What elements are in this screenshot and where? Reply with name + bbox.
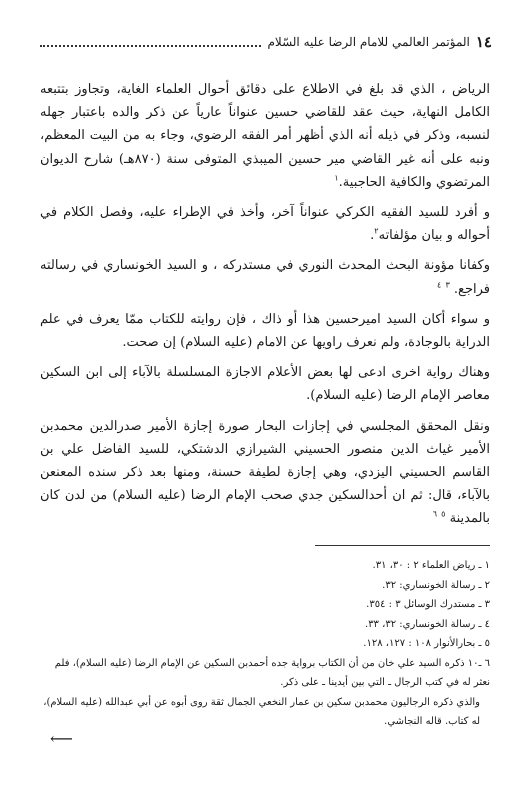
paragraph bbox=[40, 415, 490, 531]
footnote: ٥ ـ بحارالأنوار ١٠٨ : ١٢٧، ١٢٨. bbox=[363, 638, 490, 649]
footnote: ١ ـ رياض العلماء ٢ : ٣٠، ٣١. bbox=[372, 560, 490, 571]
footnote-divider bbox=[315, 545, 490, 546]
paragraph-text: ونقل المحقق المجلسي في إجازات البحار صورة إجازة الأمير صدرالدين محمدبن الأمير غياث الدين منصور الحسيني الشيرازي الدشتكي، للسيد الفاضل علي بن القاسم الحسيني اليزدي، وهي إجازة لطيفة حسنة، ومنها بعد ذكر سنده المعنعن بالآباء، قال: ثم ان أحدالسكين جدي صحب الإمام الرضا (عليه السلام) من لدن كان بالمدينة bbox=[40, 418, 490, 527]
footnote-ref: ١ bbox=[334, 173, 339, 183]
page-header bbox=[34, 32, 492, 52]
footnote: ٤ ـ رسالة الخونساري: ٣٢، ٣٣. bbox=[365, 618, 490, 630]
paragraph-text: وكفانا مؤونة البحث المحدث النوري في مستدركه ، و السيد الخونساري في رسالته فراجع. bbox=[40, 258, 490, 297]
continuation-arrow-icon: ⟵ bbox=[50, 729, 73, 748]
paragraph bbox=[40, 361, 490, 407]
paragraph bbox=[40, 254, 490, 300]
footnote-ref: ٥ bbox=[441, 510, 446, 520]
footnote: ٣ ـ مستدرك الوسائل ٣ : ٣٥٤. bbox=[366, 599, 490, 610]
footnote-ref: ٦ bbox=[432, 510, 438, 520]
footnote-ref: ٤ bbox=[437, 280, 442, 290]
main-text bbox=[40, 78, 490, 538]
paragraph: و أفرد للسيد الفقيه الكركي عنواناً آخر، وأخذ في الإطراء عليه، وفصل الكلام في أحواله و بيان مؤلفاته$^٢$. bbox=[40, 205, 490, 244]
footnote-ref: ٢ bbox=[374, 226, 379, 236]
paragraph bbox=[40, 308, 490, 354]
paragraph-text: وهناك رواية اخرى ادعى لها بعض الأعلام الاجازة المسلسلة بالآباء إلى ابن السكين معاصر الإمام الرضا (عليه السلام). bbox=[40, 365, 490, 404]
paragraph-text: الرياض ، الذي قد بلغ في الاطلاع على دقائق أحوال العلماء الغاية، وتجاوز بتتبعه الكامل النهاية، حيث عقد للقاضي حسين عنواناً عارياً عن ذكر والده باعتبار جهله لنسبه، وذكر في ذيله أنه الذي أظهر أمر الفقه الرضوي، وجاء به من البيت المعظم، ونبه على أنه غير القاضي مير حسين الميبذي المتوفى سنة (٨٧٠هـ) شارح الديوان المرتضوي والكافية الحاجبية. bbox=[40, 82, 490, 190]
footnotes bbox=[40, 556, 490, 732]
paragraph-text: و سواء أكان السيد اميرحسين هذا أو ذاك ، فإن روايته للكتاب ممّا يعرف في علم الدراية بالوجادة، ولم نعرف راويها عن الامام (عليه السلام) إن صحت. bbox=[40, 311, 490, 351]
running-title: المؤتمر العالمي للامام الرضا عليه السّلام bbox=[267, 35, 470, 49]
footnote-ref: ٣ bbox=[445, 280, 450, 290]
footnote: ٢ ـ رسالة الخونساري: ٣٢. bbox=[382, 579, 490, 591]
footnote: والذي ذكره الرجاليون محمدبن سكين بن عمار النخعي الجمال ثقة روى أبوه عن أبي عبدالله (عليه السلام)، له كتاب. قاله النجاشي. bbox=[43, 696, 480, 727]
paragraph bbox=[40, 78, 490, 194]
paragraph-text: و أفرد للسيد الفقيه الكركي عنواناً آخر، وأخذ في الإطراء عليه، وفصل الكلام في أحواله و بيان مؤلفاته bbox=[40, 205, 490, 244]
page-number: ١٤ bbox=[475, 33, 492, 51]
footnote: ٦ ـ١٠ ذكره السيد علي خان من أن الكتاب برواية جده أحمدبن السكين عن الإمام الرضا (عليه السلام)، فلم نعثر له في كتب الرجال ـ التي بين أيدينا ـ على ذكر. bbox=[54, 657, 490, 688]
header-dotted-leader bbox=[40, 45, 261, 47]
